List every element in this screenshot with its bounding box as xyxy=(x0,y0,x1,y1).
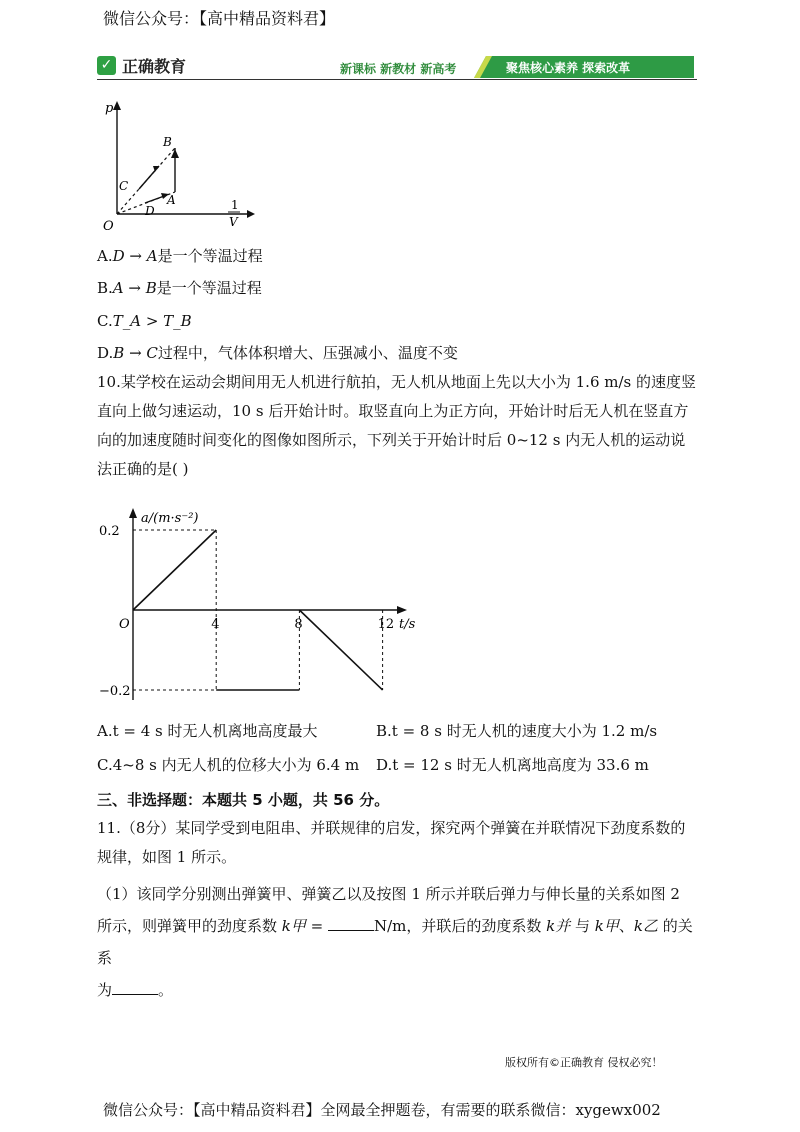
chart-ylabel: a/(m·s⁻²) xyxy=(141,511,199,526)
q9-option-a: A.D → A是一个等温过程 xyxy=(97,247,263,265)
q9-option-b: B.A → B是一个等温过程 xyxy=(97,279,262,297)
q11-part1: （1）该同学分别测出弹簧甲、弹簧乙以及按图 1 所示并联后弹力与伸长量的关系如图 2 所示，则弹簧甲的劲度系数 k甲 = N/m，并联后的劲度系数 k并 与 k甲、k乙 的关系 为 。 xyxy=(97,885,693,999)
x-axis-arrow xyxy=(247,210,255,218)
header-tags: 新课标 新教材 新高考 xyxy=(340,62,457,76)
point-a: A xyxy=(167,193,176,207)
q10-stem: 10.某学校在运动会期间用无人机进行航拍，无人机从地面上先以大小为 1.6 m/s 的速度竖直向上做匀速运动，10 s 后开始计时。取竖直向上为正方向，开始计时后无人机在竖直方向的加速度随时间变化的图像如图所示，下列关于开始计时后 0~12 s 内无人机的运动说法正确的是( ) xyxy=(97,373,696,478)
chart-xlabel: t/s xyxy=(399,617,416,632)
series-segment-0 xyxy=(133,530,216,610)
section-heading: 三、非选择题：本题共 5 小题，共 56 分。 xyxy=(97,791,390,809)
footer-note: 微信公众号：【高中精品资料君】全网最全押题卷，有需要的联系微信：xygewx002 xyxy=(103,1101,661,1119)
answer-blank-2 xyxy=(112,980,158,995)
x-tick-4: 4 xyxy=(211,617,220,632)
x-tick-12: 12 xyxy=(377,617,395,632)
q11-intro: 11.（8分）某同学受到电阻串、并联规律的启发，探究两个弹簧在并联情况下劲度系数的规律，如图 1 所示。 xyxy=(97,819,686,866)
x-tick-8: 8 xyxy=(294,617,303,632)
chart-y-arrow xyxy=(129,508,137,518)
q10-option-c: C.4~8 s 内无人机的位移大小为 6.4 m xyxy=(97,756,360,774)
header-divider xyxy=(97,79,697,80)
x-axis-den: V xyxy=(229,215,238,229)
point-c: C xyxy=(119,179,129,193)
q9-option-d: D.B → C过程中，气体体积增大、压强减小、温度不变 xyxy=(97,344,458,362)
series-segment-4 xyxy=(299,610,382,690)
brand-logo xyxy=(97,54,186,77)
q10-option-b: B.t = 8 s 时无人机的速度大小为 1.2 m/s xyxy=(376,722,658,740)
point-b: B xyxy=(163,135,172,149)
origin-label: O xyxy=(103,219,114,234)
brand-name: 正确教育 xyxy=(122,57,187,76)
chart-x-arrow xyxy=(397,606,407,614)
x-axis-num: 1 xyxy=(231,198,239,212)
q9-option-c: C.T_A > T_B xyxy=(97,312,192,330)
a-t-chart xyxy=(97,500,427,712)
y-tick-1: −0.2 xyxy=(99,684,131,699)
p-inverse-v-diagram xyxy=(97,96,257,236)
chart-origin: O xyxy=(119,617,130,632)
answer-blank-1 xyxy=(328,916,374,931)
check-icon: ✓ xyxy=(97,56,116,75)
q10-option-a: A.t = 4 s 时无人机离地高度最大 xyxy=(97,722,318,740)
point-d: D xyxy=(145,204,155,218)
banner-text: 聚焦核心素养 探索改革 xyxy=(506,61,631,75)
top-note: 微信公众号：【高中精品资料君】 xyxy=(103,9,336,28)
y-tick-0: 0.2 xyxy=(99,524,120,539)
y-axis-arrow xyxy=(113,101,121,110)
p-axis-label: p xyxy=(105,101,114,116)
q10-option-d: D.t = 12 s 时无人机离地高度为 33.6 m xyxy=(376,756,649,774)
copyright-notice: 版权所有©正确教育 侵权必究！ xyxy=(505,1056,663,1069)
